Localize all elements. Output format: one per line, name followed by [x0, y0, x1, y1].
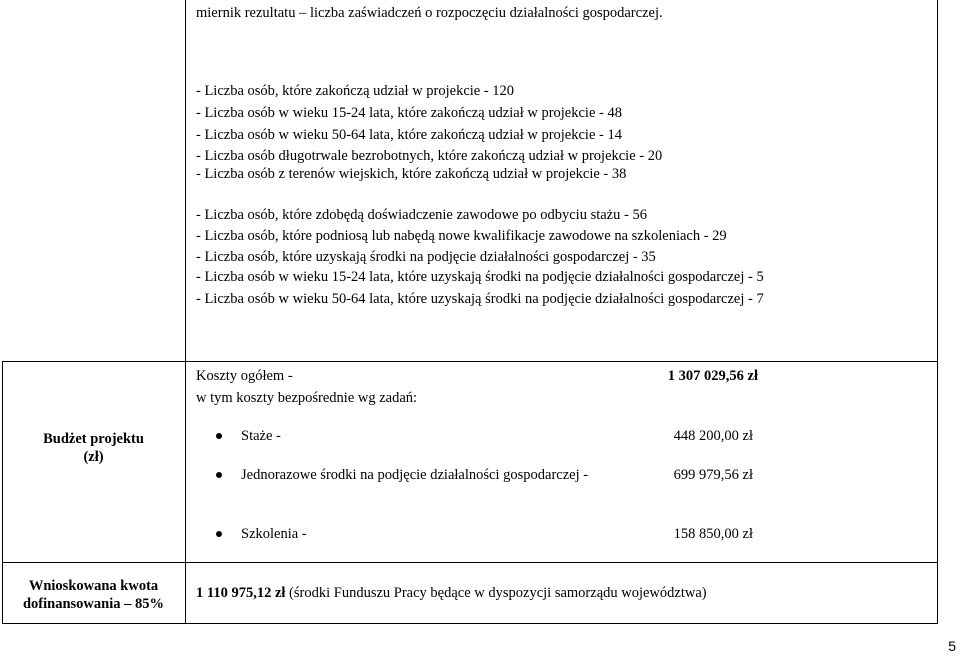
indicator-line: - Liczba osób w wieku 15-24 lata, które uzyskają środki na podjęcie działalności gospodarczej - 5	[196, 269, 764, 285]
budget-item-label: Staże -	[241, 428, 281, 444]
table-bottom-border	[2, 623, 938, 624]
indicator-line: - Liczba osób długotrwale bezrobotnych, które zakończą udział w projekcie - 20	[196, 148, 663, 164]
indicator-line: - Liczba osób w wieku 50-64 lata, które zakończą udział w projekcie - 14	[196, 127, 622, 143]
cofinancing-label-main: dofinansowania	[22, 596, 121, 612]
indicator-line: - Liczba osób, które podniosą lub nabędą nowe kwalifikacje zawodowe na szkoleniach - 29	[196, 228, 727, 244]
cofinancing-label-line1: Wnioskowana kwota	[28, 578, 159, 594]
column-divider	[185, 0, 186, 624]
partial-indicator-line: miernik rezultatu – liczba zaświadczeń o rozpoczęciu działalności gospodarczej.	[196, 5, 663, 21]
cofinancing-value	[196, 584, 707, 602]
budget-item-amount: 158 850,00 zł	[673, 526, 753, 542]
cofinancing-label-dash: –	[120, 596, 135, 612]
cofinancing-amount: 1 110 975,12 zł	[196, 585, 286, 601]
total-cost-label: Koszty ogółem -	[196, 368, 293, 384]
budget-label-line2: (zł)	[83, 449, 104, 465]
bullet-icon	[216, 472, 222, 478]
indicator-line: - Liczba osób w wieku 15-24 lata, które zakończą udział w projekcie - 48	[196, 105, 622, 121]
cofinancing-label	[2, 577, 185, 613]
budget-label	[2, 430, 185, 466]
indicator-line: - Liczba osób z terenów wiejskich, które zakończą udział w projekcie - 38	[196, 166, 627, 182]
indicator-line: - Liczba osób, które zakończą udział w projekcie - 120	[196, 83, 515, 99]
row-divider-budget-cofinancing	[2, 562, 938, 563]
bullet-icon	[216, 433, 222, 439]
cofinancing-percent: 85%	[135, 596, 164, 612]
bullet-icon	[216, 531, 222, 537]
cofinancing-label-line2	[2, 595, 185, 613]
indicator-line: - Liczba osób, które uzyskają środki na podjęcie działalności gospodarczej - 35	[196, 249, 656, 265]
cofinancing-description: (środki Funduszu Pracy będące w dyspozycji samorządu województwa)	[285, 585, 707, 601]
budget-item-label: Szkolenia -	[241, 526, 307, 542]
page-number: 5	[948, 638, 956, 654]
total-cost-amount: 1 307 029,56 zł	[667, 368, 758, 384]
indicator-line: - Liczba osób, które zdobędą doświadczenie zawodowe po odbyciu stażu - 56	[196, 207, 647, 223]
table-right-border	[937, 0, 938, 624]
indicator-line: - Liczba osób w wieku 50-64 lata, które uzyskają środki na podjęcie działalności gospodarczej - 7	[196, 291, 764, 307]
budget-item-label: Jednorazowe środki na podjęcie działalności gospodarczej -	[241, 467, 589, 483]
budget-item-amount: 699 979,56 zł	[673, 467, 753, 483]
row-divider-indicators-budget	[2, 361, 938, 362]
budget-item-amount: 448 200,00 zł	[673, 428, 753, 444]
direct-costs-subtitle: w tym koszty bezpośrednie wg zadań:	[196, 390, 418, 406]
budget-label-line1: Budżet projektu	[43, 431, 144, 447]
